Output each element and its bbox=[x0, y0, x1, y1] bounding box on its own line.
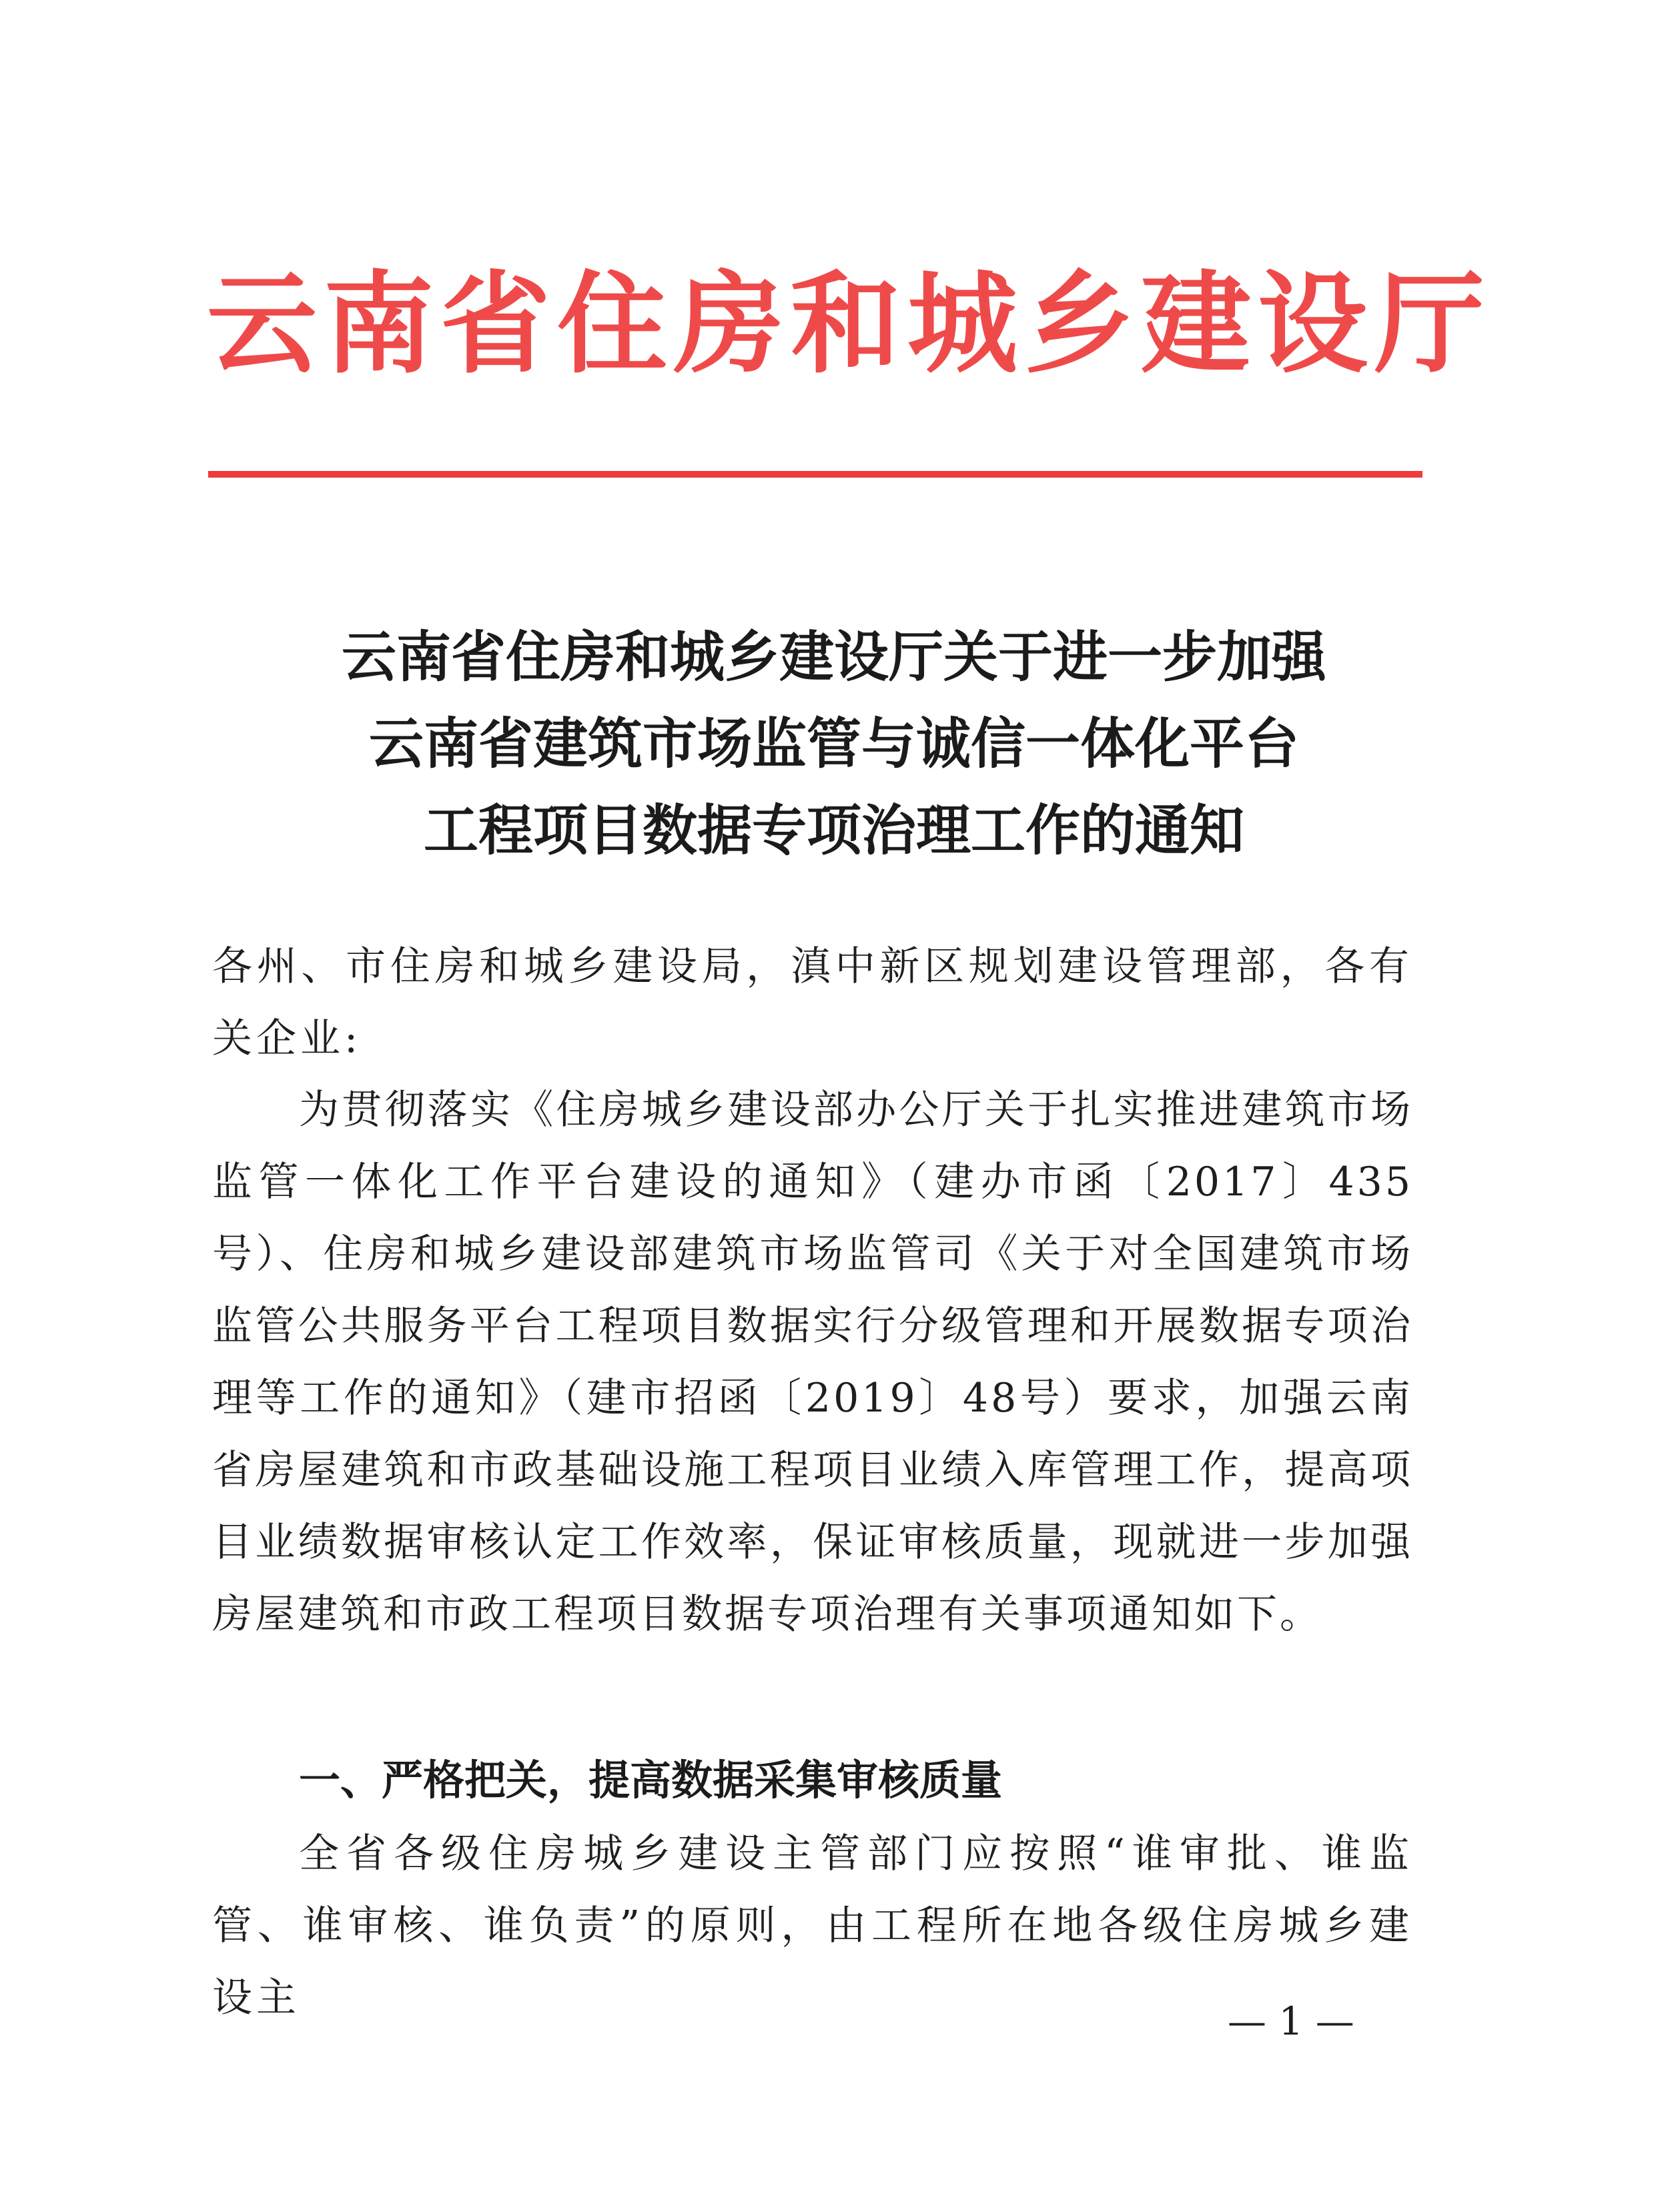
section-heading-1: 一、严格把关，提高数据采集审核质量 bbox=[299, 1756, 1003, 1804]
section-1-paragraph: 全省各级住房城乡建设主管部门应按照“谁审批、谁监管、谁审核、谁负责”的原则，由工程所在地各级住房城乡建设主 bbox=[212, 1830, 1413, 2021]
letterhead-red-rule bbox=[208, 471, 1422, 478]
intro-paragraph: 为贯彻落实《住房城乡建设部办公厅关于扎实推进建筑市场监管一体化工作平台建设的通知》（建办市函〔2017〕435号）、住房和城乡建设部建筑市场监管司《关于对全国建筑市场监管公共服务平台工程项目数据实行分级管理和开展数据专项治理等工作的通知》（建市招函〔2019〕48号）要求，加强云南省房屋建筑和市政基础设施工程项目业绩入库管理工作，提高项目业绩数据审核认定工作效率，保证审核质量，现就进一步加强房屋建筑和市政工程项目数据专项治理有关事项通知如下。 bbox=[212, 1087, 1413, 1638]
document-title-line-2: 云南省建筑市场监管与诚信一体化平台 bbox=[368, 712, 1299, 776]
document-title-line-3: 工程项目数据专项治理工作的通知 bbox=[423, 798, 1244, 863]
page-number: — 1 — bbox=[1228, 1999, 1354, 2044]
letterhead-issuer: 云南省住房和城乡建设厅 bbox=[207, 259, 1491, 388]
document-title-line-1: 云南省住房和城乡建设厅关于进一步加强 bbox=[341, 625, 1326, 689]
addressee: 各州、市住房和城乡建设局，滇中新区规划建设管理部，各有关企业: bbox=[212, 943, 1413, 1062]
